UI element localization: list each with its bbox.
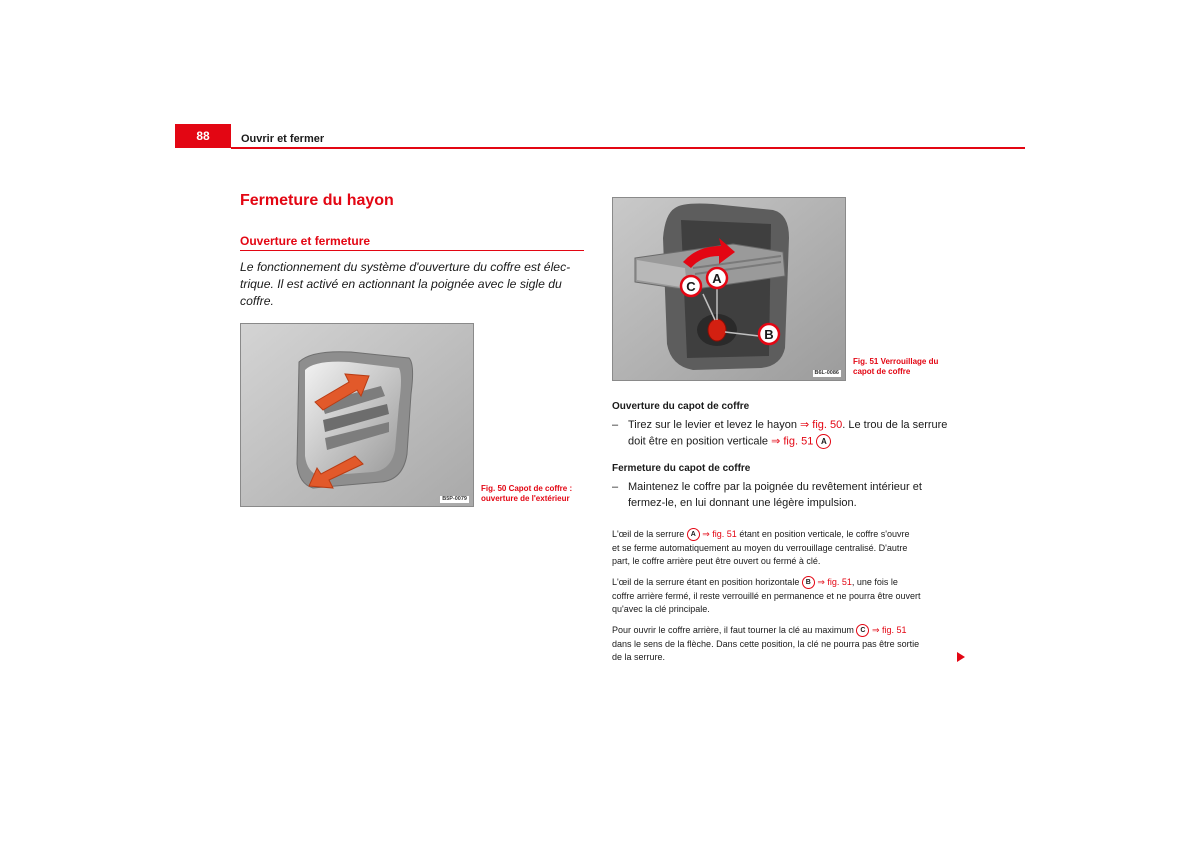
section-title: Ouvrir et fermer: [241, 133, 325, 145]
callout-a-badge: A: [816, 434, 831, 449]
close-instruction: – Maintenez le coffre par la poignée du revêtement intérieur et fermez-le, en lui donnant une légère impulsion.: [612, 481, 922, 509]
close-heading: Fermeture du capot de coffre: [612, 463, 751, 474]
intro-line: trique. Il est activé en actionnant la poignée avec le sigle du: [240, 277, 562, 291]
fig-50-link[interactable]: ⇒ fig. 50: [800, 419, 843, 431]
intro-line: Le fonctionnement du système d'ouverture du coffre est élec-: [240, 260, 571, 274]
figure-code: B5P-0079: [442, 496, 467, 502]
open-instruction: – Tirez sur le levier et levez le hayon ⇒ fig. 50. Le trou de la serrure doit être en position verticale ⇒ fig. 51 A: [612, 419, 948, 447]
fig-51-link[interactable]: ⇒ fig. 51: [771, 434, 814, 447]
callout-c-label: C: [686, 279, 696, 294]
callout-a-badge: A: [687, 528, 700, 541]
continue-arrow-icon: [957, 652, 965, 662]
intro-line: coffre.: [240, 294, 274, 308]
lock-illustration: [613, 198, 845, 380]
figure-50: [240, 323, 474, 507]
figure-code: B6L-0086: [814, 370, 839, 376]
intro-text: [240, 259, 586, 310]
figure-50-caption: Fig. 50 Capot de coffre : ouverture de l'extérieur: [481, 484, 573, 503]
trunk-handle-illustration: [241, 324, 473, 506]
figure-51-caption: Fig. 51 Verrouillage du capot de coffre: [853, 357, 939, 376]
page-number: 88: [175, 124, 231, 148]
paragraph-vertical: L'œil de la serrure A ⇒ fig. 51 étant en position verticale, le coffre s'ouvre et se ferme automatiquement au moyen du verrouillage centralisé. D'autre part, le coffre arrière peut être ouvert ou fermé à clé.: [612, 529, 910, 566]
subtitle: Ouverture et fermeture: [240, 234, 371, 248]
header-rule: [231, 147, 1025, 149]
subtitle-rule: [240, 250, 584, 251]
open-heading: Ouverture du capot de coffre: [612, 401, 750, 412]
paragraph-key-turn: Pour ouvrir le coffre arrière, il faut tourner la clé au maximum C ⇒ fig. 51 dans le sens de la flèche. Dans cette position, la clé ne pourra pas être sortie de la serrure.: [612, 625, 920, 662]
callout-c-badge: C: [856, 624, 869, 637]
paragraph-horizontal: L'œil de la serrure étant en position horizontale B ⇒ fig. 51, une fois le coffre arrière fermé, il reste verrouillé en permanence et ne pourra être ouvert qu'avec la clé principale.: [612, 577, 921, 614]
callout-a-label: A: [712, 271, 722, 286]
callout-b-label: B: [764, 327, 774, 342]
figure-51: [612, 197, 846, 381]
fig-51-link[interactable]: ⇒ fig. 51: [869, 625, 907, 635]
main-title: Fermeture du hayon: [240, 192, 394, 209]
callout-b-badge: B: [802, 576, 815, 589]
fig-51-link[interactable]: ⇒ fig. 51: [699, 529, 737, 539]
fig-51-link[interactable]: ⇒ fig. 51: [814, 577, 852, 587]
